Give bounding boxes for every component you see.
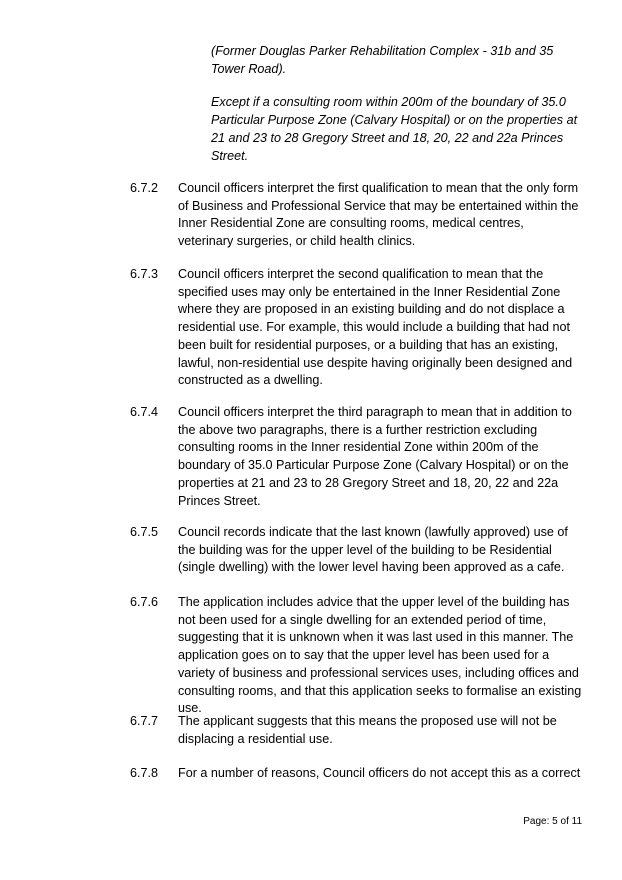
paragraph-number: 6.7.2 [130,181,159,195]
paragraph-number: 6.7.5 [130,525,159,539]
paragraph-text: Council officers interpret the third paragraph to mean that in addition to the above two paragraphs, there is a further restriction excluding consulting rooms in the Inner residential Zone within 200m of the boundary of 35.0 Particular Purpose Zone (Calvary Hospital) or on the properties at 21 and 23 to 28 Gregory Street and 18, 20, 22 and 22a Princes Street. [178,405,572,508]
paragraph-text: The application includes advice that the upper level of the building has not been used for a single dwelling for an extended period of time, suggesting that it is unknown when it was last used in this manner. The application goes on to say that the upper level has been used for a variety of business and professional services uses, including offices and consulting rooms, and that this application seeks to formalise an existing use. [178,595,582,716]
paragraph-number: 6.7.6 [130,595,159,609]
quote-former-douglas-parker: (Former Douglas Parker Rehabilitation Complex - 31b and 35 Tower Road). [211,44,554,76]
paragraph-number: 6.7.8 [130,766,159,780]
paragraph-text: Council records indicate that the last known (lawfully approved) use of the building was for the upper level of the building to be Residential (single dwelling) with the lower level having been approved as a cafe. [178,525,568,575]
paragraph-text: The applicant suggests that this means the proposed use will not be displacing a residential use. [178,714,557,746]
paragraph-text: Council officers interpret the second qualification to mean that the specified uses may only be entertained in the Inner Residential Zone where they are proposed in an existing building and do not displace a residential use. For example, this would include a building that had not been built for residential purposes, or a building that has an existing, lawful, non-residential use despite having originally been designed and constructed as a dwelling. [178,267,573,388]
paragraph-number: 6.7.3 [130,267,159,281]
paragraph-text: For a number of reasons, Council officers do not accept this as a correct [178,766,581,780]
paragraph-number: 6.7.7 [130,714,159,728]
quote-except-clause: Except if a consulting room within 200m of the boundary of 35.0 Particular Purpose Zone (Calvary Hospital) or on the properties at 21 and 23 to 28 Gregory Street and 18, 20, 22 and 22a Princes Street. [211,95,578,163]
paragraph-text: Council officers interpret the first qualification to mean that the only form of Business and Professional Service that may be entertained within the Inner Residential Zone are consulting rooms, medical centres, veterinary surgeries, or child health clinics. [178,181,579,249]
paragraph-number: 6.7.4 [130,405,159,419]
page-number-footer: Page: 5 of 11 [523,816,582,827]
